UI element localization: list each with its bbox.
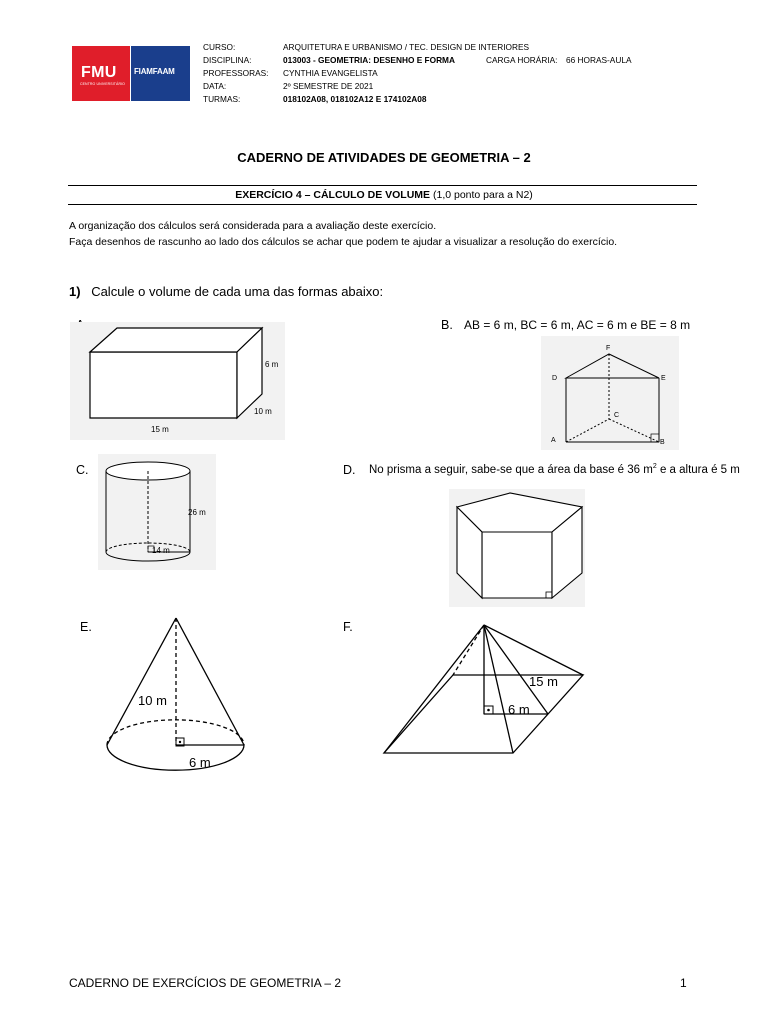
course-value: ARQUITETURA E URBANISMO / TEC. DESIGN DE INTERIORES: [283, 42, 530, 52]
exercise-heading: [0, 189, 768, 201]
workload-value: 66 HORAS-AULA: [566, 55, 632, 65]
classes-value: 018102A08, 018102A12 E 174102A08: [283, 94, 427, 104]
fmu-logo-text: FMU: [81, 64, 117, 81]
footer-text: CADERNO DE EXERCÍCIOS DE GEOMETRIA – 2: [69, 976, 342, 990]
divider-top: [68, 185, 697, 186]
figure-d-caption-sup: 2: [652, 463, 657, 470]
figure-c-label: C.: [76, 463, 89, 477]
figure-b-label: B.: [441, 318, 453, 332]
figure-c-height: 26 m: [188, 508, 206, 517]
discipline-label: DISCIPLINA:: [203, 55, 252, 65]
figure-d-prism: [449, 489, 585, 607]
fmu-logo-subtext: CENTRO UNIVERSITÁRIO: [80, 82, 125, 86]
figure-f-apothem: 6 m: [508, 702, 530, 717]
professors-value: CYNTHIA EVANGELISTA: [283, 68, 378, 78]
fiamfaam-logo: [131, 46, 190, 101]
date-label: DATA:: [203, 81, 227, 91]
vertex-b: B: [660, 439, 665, 446]
instruction-2: Faça desenhos de rascunho ao lado dos cálculos se achar que podem te ajudar a visualizar a resolução do exercício.: [69, 236, 618, 248]
figure-c-cylinder: [98, 454, 216, 570]
figure-d-caption-text: No prisma a seguir, sabe-se que a área da base é 36 m: [369, 463, 653, 476]
instruction-1: A organização dos cálculos será considerada para a avaliação deste exercício.: [69, 220, 437, 232]
figure-b-caption: AB = 6 m, BC = 6 m, AC = 6 m e BE = 8 m: [464, 318, 691, 332]
figure-a-height: 6 m: [265, 360, 279, 369]
vertex-f: F: [606, 345, 611, 352]
divider-bottom: [68, 204, 697, 205]
figure-e-label: E.: [80, 620, 92, 634]
figure-a-length: 15 m: [151, 425, 169, 434]
vertex-e: E: [661, 375, 666, 382]
header-labels: [203, 41, 268, 106]
figure-e-radius: 6 m: [189, 755, 211, 770]
figure-d-caption-end: e a altura é 5 m: [656, 463, 740, 476]
figure-a-depth: 10 m: [254, 407, 272, 416]
figure-d-caption: [369, 463, 740, 476]
fiamfaam-logo-text: FIAMFAAM: [134, 67, 175, 76]
vertex-a: A: [551, 437, 556, 444]
workload-label: CARGA HORÁRIA:: [486, 55, 558, 65]
discipline-value: 013003 - GEOMETRIA: DESENHO E FORMA: [283, 55, 455, 65]
course-label: CURSO:: [203, 42, 236, 52]
figure-b-prism: [541, 336, 679, 450]
exercise-points: (1,0 ponto para a N2): [430, 189, 533, 201]
question-text: Calcule o volume de cada uma das formas abaixo:: [91, 284, 384, 299]
page-title: CADERNO DE ATIVIDADES DE GEOMETRIA – 2: [237, 150, 531, 165]
date-value: 2º SEMESTRE DE 2021: [283, 81, 374, 91]
figure-d-label: D.: [343, 463, 356, 477]
exercise-title: EXERCÍCIO 4 – CÁLCULO DE VOLUME: [235, 189, 431, 201]
classes-label: TURMAS:: [203, 94, 241, 104]
figure-e-height: 10 m: [138, 693, 167, 708]
figure-e-cone: [100, 614, 250, 784]
question-1: [69, 284, 383, 299]
vertex-c: C: [614, 412, 620, 419]
page-number: 1: [680, 976, 687, 990]
figure-a-prism: [70, 322, 285, 440]
figure-f-pyramid: [378, 616, 592, 760]
professors-label: PROFESSORAS:: [203, 68, 269, 78]
header-values: [283, 41, 529, 106]
figure-f-label: F.: [343, 620, 353, 634]
figure-c-radius: 14 m: [152, 546, 170, 555]
question-number: 1): [69, 284, 81, 299]
fmu-logo: [72, 46, 130, 101]
vertex-d: D: [552, 375, 558, 382]
figure-f-side: 15 m: [529, 674, 558, 689]
